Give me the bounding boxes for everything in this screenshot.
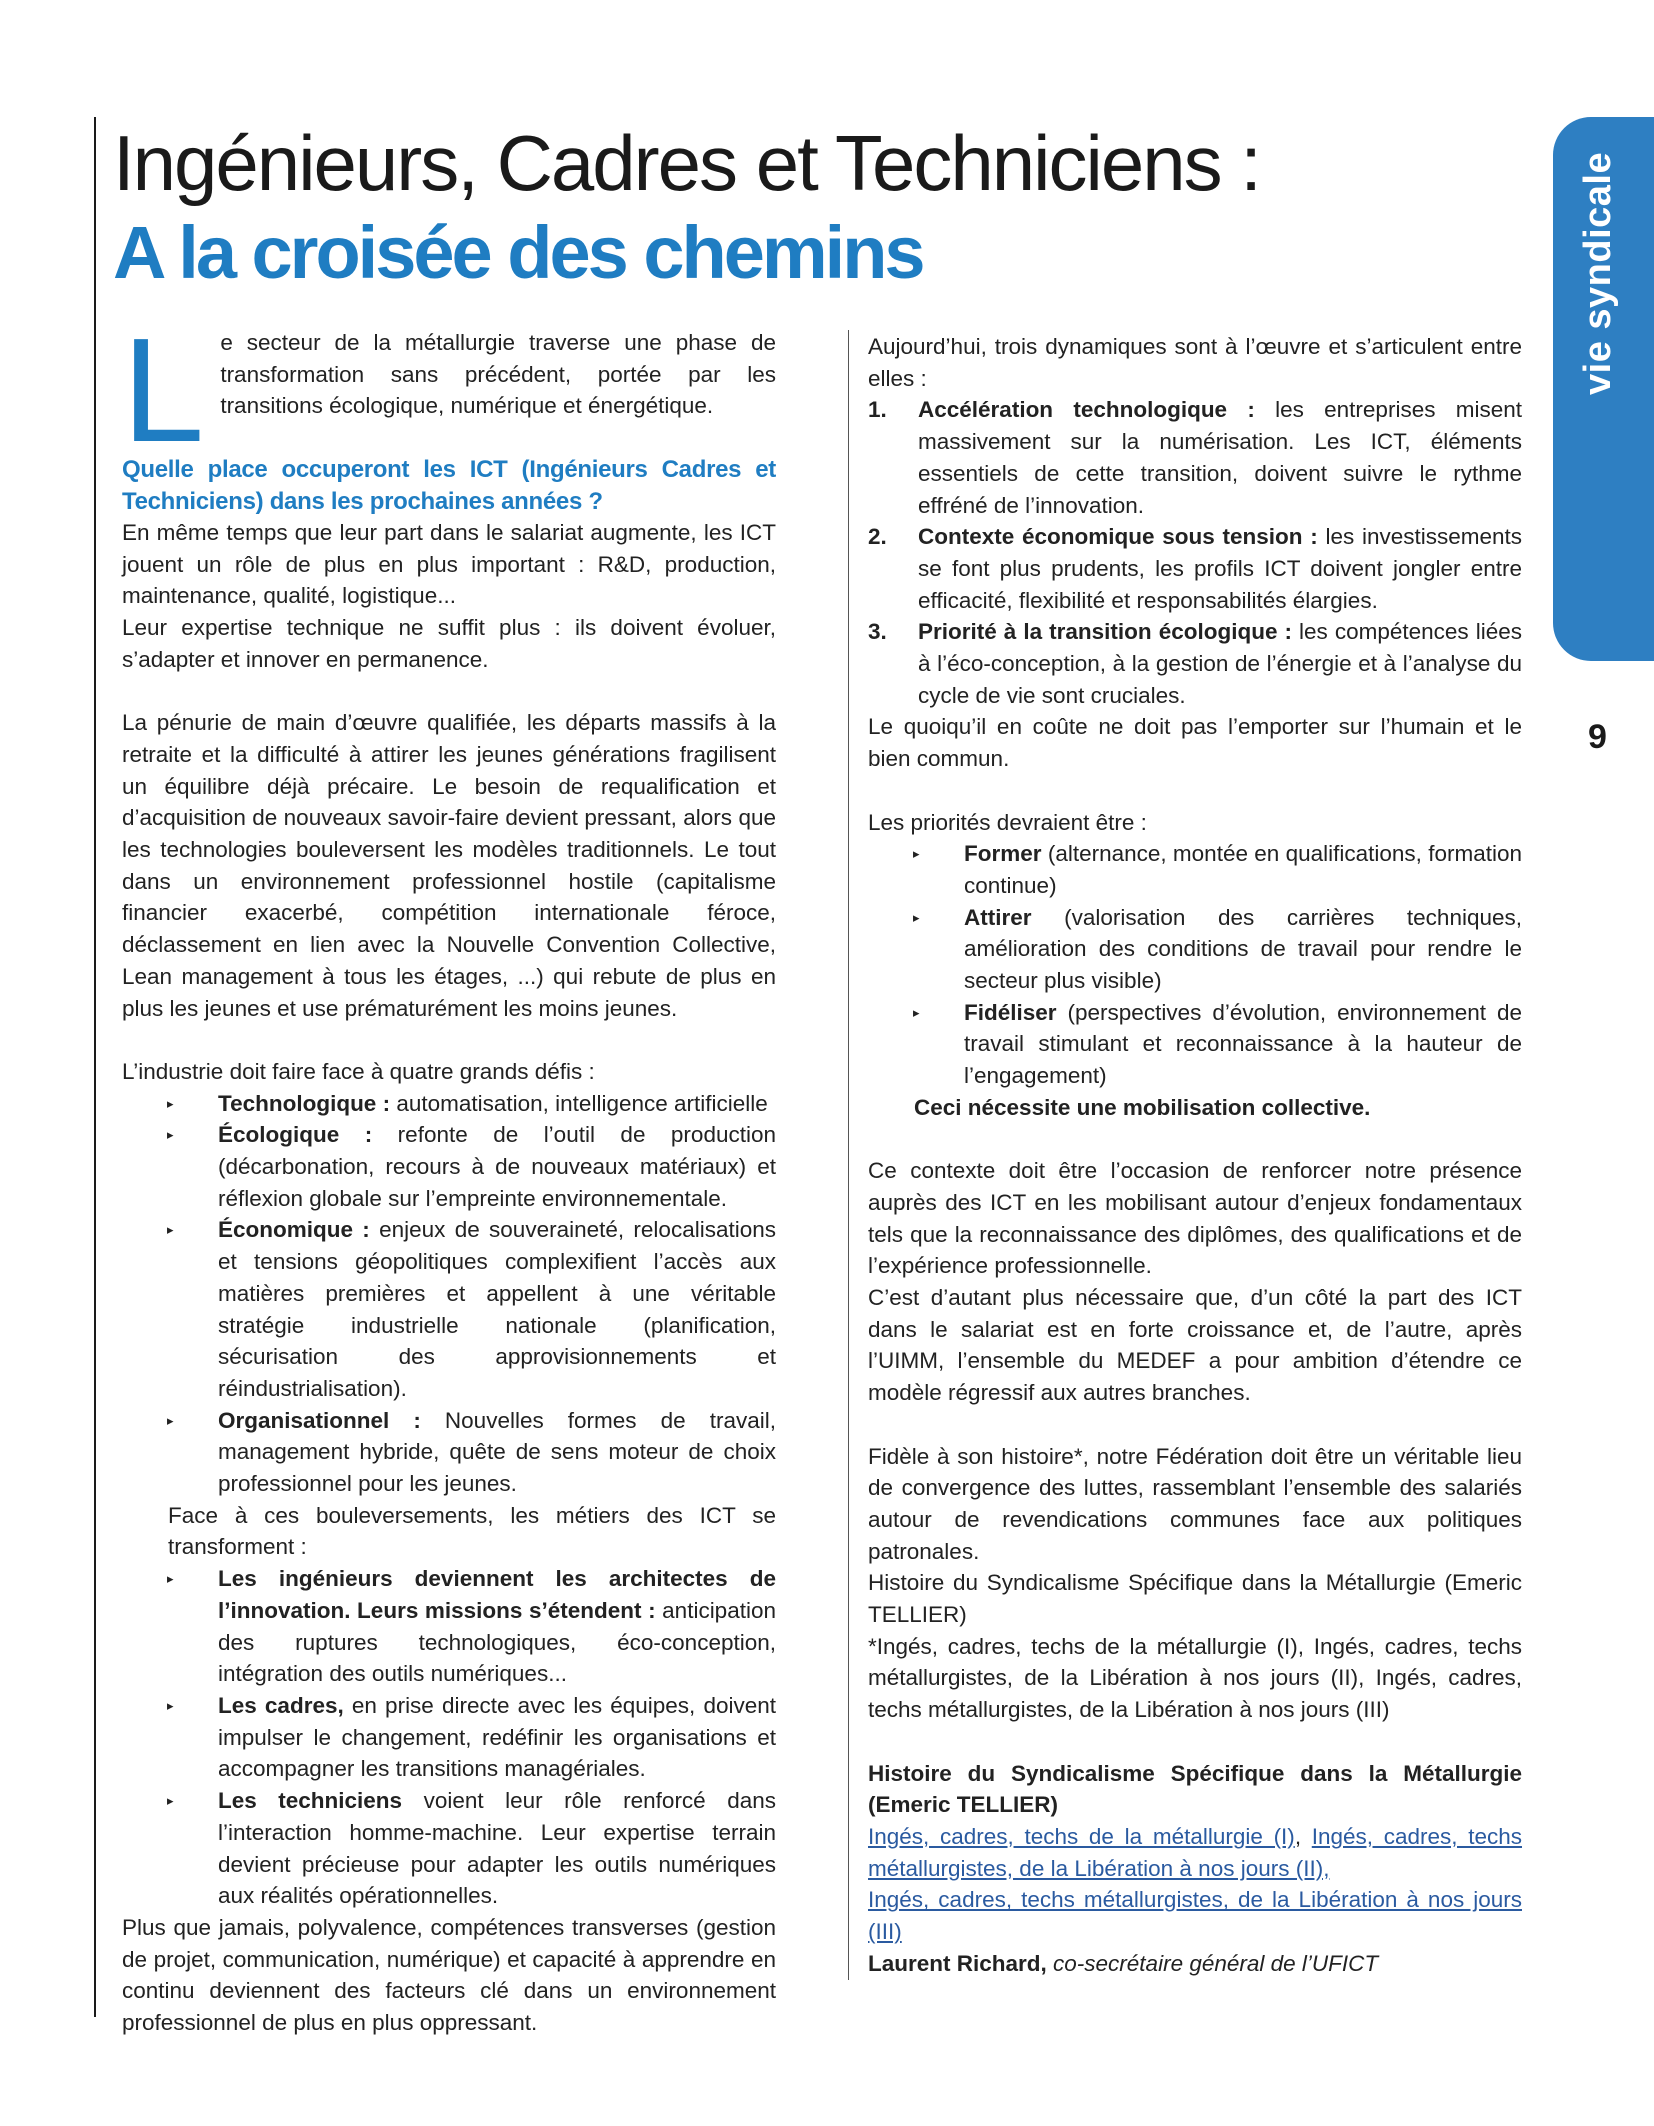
list-item: ▸ Attirer (valorisation des carrières techniques, amélioration des conditions de travail pour rendre le secteur plus visible) — [868, 902, 1522, 997]
dynamics-list — [868, 394, 1522, 711]
paragraph: Plus que jamais, polyvalence, compétences transverses (gestion de projet, communication, numérique) et capacité à apprendre en continu deviennent des facteurs clé dans un environnement professionnel de plus en plus oppressant. — [122, 1914, 776, 2036]
list-item: ▸ Les cadres, en prise directe avec les équipes, doivent impulser le changement, redéfinir les organisations et accompagner les transitions managériales. — [122, 1690, 776, 1785]
paragraph: Leur expertise technique ne suffit plus : ils doivent évoluer, s’adapter et innover en permanence. — [122, 615, 776, 672]
paragraph: En même temps que leur part dans le salariat augmente, les ICT jouent un rôle de plus en plus important : R&D, production, maintenance, qualité, logistique... — [122, 520, 776, 609]
arrow-bullet-icon: ▸ — [167, 1697, 174, 1713]
professions-list — [122, 1563, 776, 1912]
list-item: ▸ Organisationnel : Nouvelles formes de travail, management hybride, quête de sens moteur de choix professionnel pour les jeunes. — [122, 1405, 776, 1500]
list-item: ▸ Former (alternance, montée en qualifications, formation continue) — [868, 838, 1522, 901]
paragraph: Les priorités devraient être : — [868, 809, 1147, 835]
arrow-bullet-icon: ▸ — [913, 909, 920, 925]
priorities-list — [868, 838, 1522, 1092]
page-subtitle: A la croisée des chemins — [113, 211, 923, 294]
reference-links: Ingés, cadres, techs de la métallurgie (I), Ingés, cadres, techs métallurgistes, de la Libération à nos jours (II), — [868, 1823, 1522, 1881]
right-column — [868, 331, 1522, 1980]
reference-links — [868, 1884, 1522, 1947]
arrow-bullet-icon: ▸ — [167, 1127, 174, 1143]
arrow-bullet-icon: ▸ — [167, 1571, 174, 1587]
author-signature — [868, 1948, 1522, 1980]
mobilisation-statement: Ceci nécessite une mobilisation collective. — [914, 1094, 1371, 1120]
arrow-bullet-icon: ▸ — [167, 1793, 174, 1809]
author-role: co-secrétaire général de l’UFICT — [1046, 1950, 1379, 1976]
list-item: 2. Contexte économique sous tension : les investissements se font plus prudents, les profils ICT doivent jongler entre efficacité, flexibilité et responsabilités élargies. — [868, 524, 1523, 613]
list-item: 3. Priorité à la transition écologique : les compétences liées à l’éco-conception, à la gestion de l’énergie et à l’analyse du cycle de vie sont cruciales. — [868, 619, 1522, 708]
paragraph: L’industrie doit faire face à quatre grands défis : — [122, 1058, 595, 1084]
reference-link-1[interactable]: Ingés, cadres, techs de la métallurgie (I) — [868, 1823, 1295, 1849]
page-title: Ingénieurs, Cadres et Techniciens : — [113, 119, 1260, 207]
arrow-bullet-icon: ▸ — [167, 1095, 174, 1111]
paragraph: Ce contexte doit être l’occasion de renforcer notre présence auprès des ICT en les mobilisant autour d’enjeux fondamentaux tels que la reconnaissance des diplômes, des qualifications et de l’expérience professionnelle. — [868, 1158, 1522, 1279]
arrow-bullet-icon: ▸ — [913, 1004, 920, 1020]
section-question: Quelle place occuperont les ICT (Ingénieurs Cadres et Techniciens) dans les prochaines années ? — [122, 456, 776, 515]
paragraph: Le quoiqu’il en coûte ne doit pas l’emporter sur l’humain et le bien commun. — [868, 714, 1522, 772]
paragraph: Histoire du Syndicalisme Spécifique dans la Métallurgie (Emeric TELLIER) — [868, 1570, 1522, 1628]
reference-link-2[interactable]: Ingés, cadres, techs métallurgistes, de la Libération à nos jours (II), — [868, 1823, 1522, 1881]
paragraph: Aujourd’hui, trois dynamiques sont à l’œuvre et s’articulent entre elles : — [868, 334, 1522, 391]
list-item: ▸ Économique : enjeux de souveraineté, relocalisations et tensions géopolitiques complexifient l’accès aux matières premières et appellent à une véritable stratégie industrielle nationale (planification, sécurisation des approvisionnements et réindustrialisation). — [122, 1214, 776, 1404]
paragraph: *Ingés, cadres, techs de la métallurgie (I), Ingés, cadres, techs métallurgistes, de la Libération à nos jours (II), Ingés, cadres, techs métallurgistes, de la Libération à nos jours (III) — [868, 1633, 1522, 1723]
author-name: Laurent Richard, — [868, 1950, 1047, 1976]
challenges-list — [122, 1088, 776, 1500]
arrow-bullet-icon: ▸ — [167, 1412, 174, 1428]
paragraph: C’est d’autant plus nécessaire que, d’un côté la part des ICT dans le salariat est en forte croissance et, de l’autre, après l’UIMM, l’ensemble du MEDEF a pour ambition d’étendre ce modèle régressif aux autres branches. — [868, 1285, 1522, 1406]
paragraph: La pénurie de main d’œuvre qualifiée, les départs massifs à la retraite et la difficulté à attirer les jeunes générations fragilisent un équilibre déjà précaire. Le besoin de requalification et d’acquisition de nouveaux savoir-faire devient pressant, alors que les technologies bouleversent les modèles traditionnels. Le tout dans un environnement professionnel hostile (capitalisme financier exacerbé, compétition internationale féroce, déclassement en lien avec la Nouvelle Convention Collective, Lean management à tous les étages, ...) qui rebute de plus en plus les jeunes et use prématurément les moins jeunes. — [122, 710, 776, 1021]
reference-link-3[interactable]: Ingés, cadres, techs métallurgistes, de la Libération à nos jours (III) — [868, 1887, 1522, 1945]
list-item: ▸ Technologique : automatisation, intelligence artificielle — [122, 1088, 776, 1120]
paragraph: Face à ces bouleversements, les métiers des ICT se transforment : — [168, 1502, 776, 1560]
left-margin-rule — [94, 117, 96, 2017]
left-column — [122, 308, 777, 2039]
list-item: ▸ Fidéliser (perspectives d’évolution, environnement de travail stimulant et reconnaissance à la hauteur de l’engagement) — [868, 997, 1522, 1092]
arrow-bullet-icon: ▸ — [167, 1222, 174, 1238]
intro-text: e secteur de la métallurgie traverse une phase de transformation sans précédent, portée par les transitions écologique, numérique et énergétique. — [220, 330, 776, 419]
list-item: ▸ Écologique : refonte de l’outil de production (décarbonation, recours à de nouveaux matériaux) et réflexion globale sur l’empreinte environnementale. — [122, 1119, 776, 1214]
page-number: 9 — [1588, 718, 1607, 756]
drop-cap: L — [122, 308, 205, 473]
column-divider — [848, 330, 849, 1980]
list-item: ▸ Les techniciens voient leur rôle renforcé dans l’interaction homme-machine. Leur expertise terrain devient précieuse pour adapter les outils numériques aux réalités opérationnelles. — [122, 1785, 776, 1912]
list-item: ▸ Les ingénieurs deviennent les architectes de l’innovation. Leurs missions s’étendent : anticipation des ruptures technologiques, éco-conception, intégration des outils numériques... — [122, 1563, 776, 1690]
list-item: 1. Accélération technologique : les entreprises misent massivement sur la numérisation. Les ICT, éléments essentiels de cette transition, doivent suivre le rythme effréné de l’innovation. — [868, 397, 1522, 518]
intro-paragraph — [122, 308, 776, 473]
section-tab-label: vie syndicale — [1577, 151, 1619, 395]
arrow-bullet-icon: ▸ — [913, 846, 920, 862]
paragraph: Fidèle à son histoire*, notre Fédération doit être un véritable lieu de convergence des luttes, rassemblant l’ensemble des salariés autour de revendications communes face aux politiques patronales. — [868, 1443, 1522, 1564]
reference-title: Histoire du Syndicalisme Spécifique dans la Métallurgie (Emeric TELLIER) — [868, 1760, 1522, 1818]
